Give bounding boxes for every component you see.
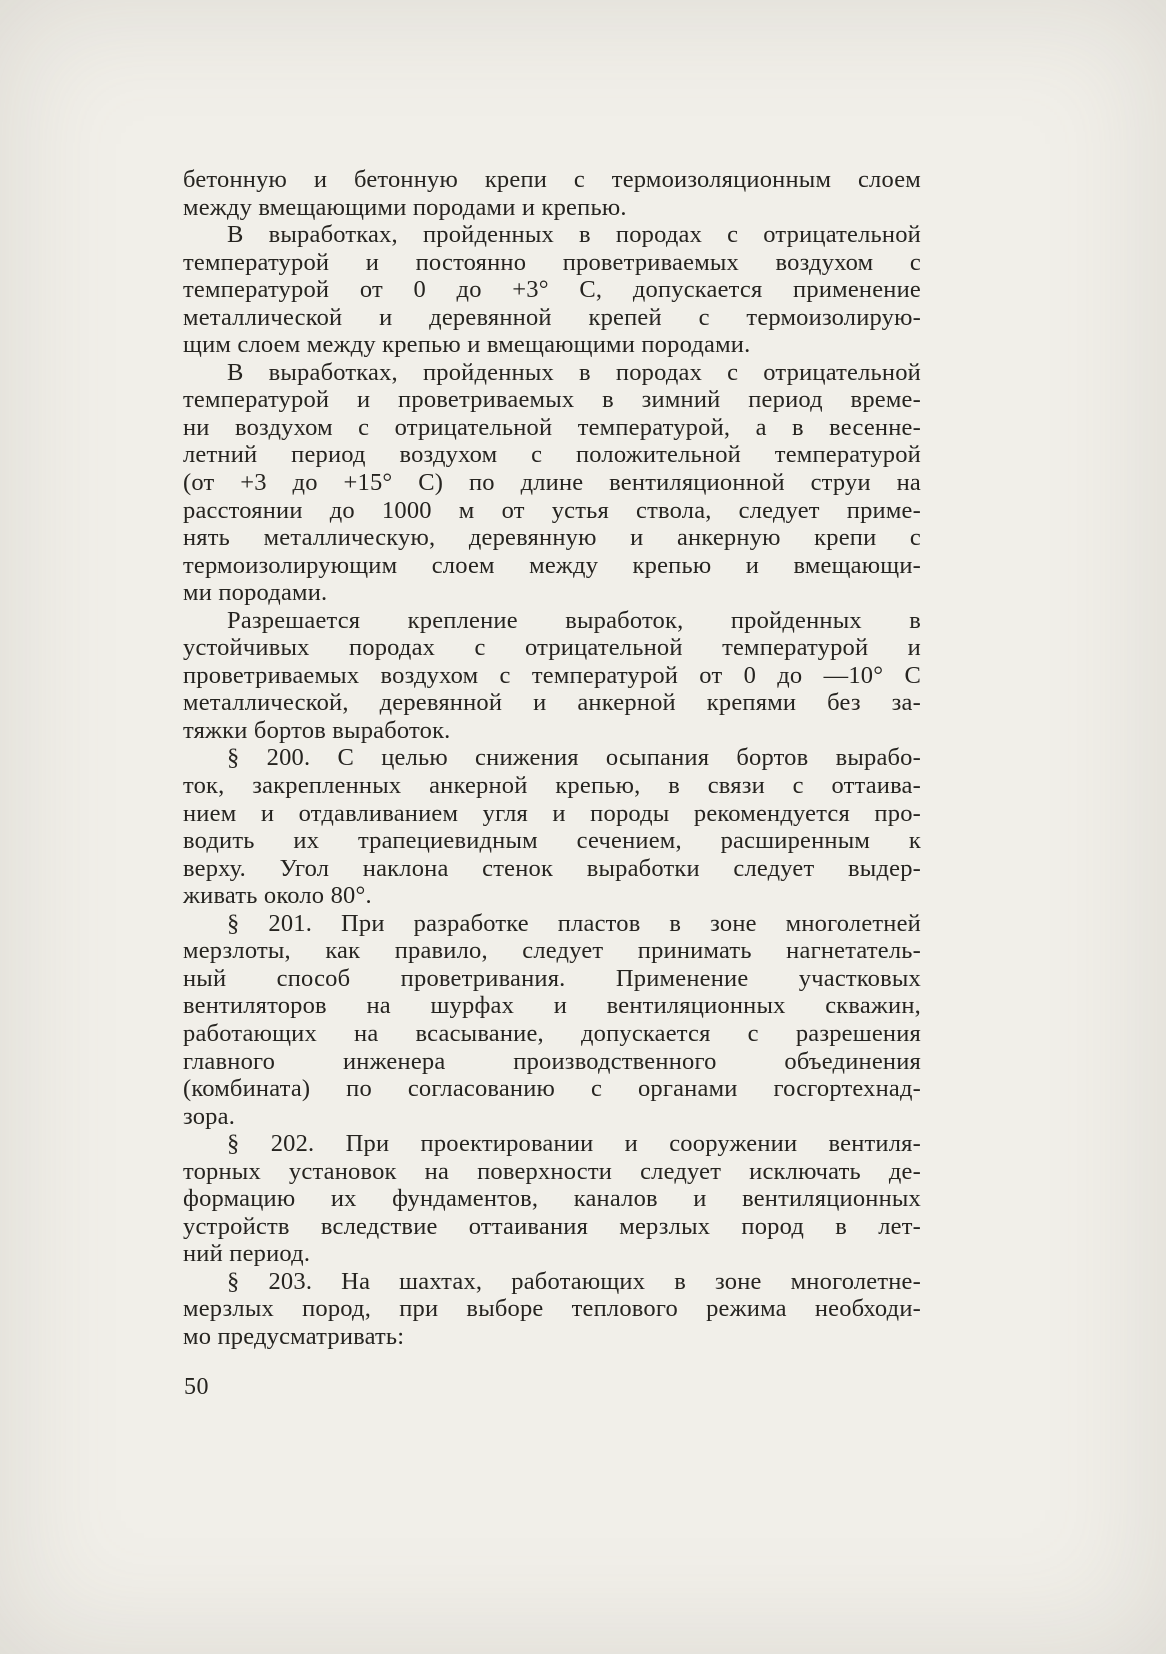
text-line: ток, закрепленных анкерной крепью, в связи с оттаива- xyxy=(183,772,921,800)
text-line: торных установок на поверхности следует исключать де- xyxy=(183,1157,921,1185)
text-line: расстоянии до 1000 м от устья ствола, следует приме- xyxy=(183,496,921,524)
text-line: (комбината) по согласованию с органами госгортехнад- xyxy=(183,1075,921,1103)
text-line: нием и отдавливанием угля и породы рекомендуется про- xyxy=(183,799,921,827)
text-line: § 201. При разработке пластов в зоне многолетней xyxy=(227,909,921,937)
text-line: температурой от 0 до +3° С, допускается применение xyxy=(183,276,921,304)
text-line: (от +3 до +15° С) по длине вентиляционной струи на xyxy=(183,469,921,497)
text-line: § 200. С целью снижения осыпания бортов вырабо- xyxy=(227,744,921,772)
text-line: В выработках, пройденных в породах с отрицательной xyxy=(227,221,921,249)
text-line: проветриваемых воздухом с температурой от 0 до —10° С xyxy=(183,661,921,689)
text-line: металлической, деревянной и анкерной крепями без за- xyxy=(183,689,921,717)
paragraph xyxy=(183,1130,921,1268)
paragraph xyxy=(183,1268,921,1351)
text-line: тяжки бортов выработок. xyxy=(183,716,451,744)
text-line: формацию их фундаментов, каналов и вентиляционных xyxy=(183,1185,921,1213)
text-line: температурой и постоянно проветриваемых воздухом с xyxy=(183,248,921,276)
text-line: между вмещающими породами и крепью. xyxy=(183,193,627,221)
text-line: ный способ проветривания. Применение участковых xyxy=(183,964,921,992)
text-line: зора. xyxy=(183,1102,236,1130)
text-line: ни воздухом с отрицательной температурой, а в весенне- xyxy=(183,413,921,441)
text-line: работающих на всасывание, допускается с разрешения xyxy=(183,1019,921,1047)
text-line: вентиляторов на шурфах и вентиляционных скважин, xyxy=(183,992,921,1020)
text-line: летний период воздухом с положительной температурой xyxy=(183,441,921,469)
text-line: § 203. На шахтах, работающих в зоне многолетне- xyxy=(227,1267,921,1295)
text-line: нять металлическую, деревянную и анкерную крепи с xyxy=(183,524,921,552)
text-line: устойчивых породах с отрицательной температурой и xyxy=(183,634,921,662)
text-line: ний период. xyxy=(183,1240,311,1268)
text-line: мерзлоты, как правило, следует принимать нагнетатель- xyxy=(183,937,921,965)
text-line: водить их трапециевидным сечением, расширенным к xyxy=(183,827,921,855)
text-line: мерзлых пород, при выборе теплового режима необходи- xyxy=(183,1295,921,1323)
body-text xyxy=(183,166,921,1351)
text-line: Разрешается крепление выработок, пройденных в xyxy=(227,606,921,634)
paragraph xyxy=(183,910,921,1130)
text-line: щим слоем между крепью и вмещающими породами. xyxy=(183,331,751,359)
text-line: металлической и деревянной крепей с термоизолирую- xyxy=(183,303,921,331)
text-line: верху. Угол наклона стенок выработки следует выдер- xyxy=(183,854,921,882)
text-line: термоизолирующим слоем между крепью и вмещающи- xyxy=(183,551,921,579)
text-line: температурой и проветриваемых в зимний период време- xyxy=(183,386,921,414)
text-line: устройств вследствие оттаивания мерзлых пород в лет- xyxy=(183,1212,921,1240)
text-line: бетонную и бетонную крепи с термоизоляционным слоем xyxy=(183,166,921,193)
text-line: В выработках, пройденных в породах с отрицательной xyxy=(227,358,921,386)
paragraph xyxy=(183,607,921,745)
page-number: 50 xyxy=(184,1374,209,1400)
paragraph xyxy=(183,744,921,909)
paragraph xyxy=(183,166,921,221)
text-line: мо предусматривать: xyxy=(183,1322,405,1350)
text-line: § 202. При проектировании и сооружении вентиля- xyxy=(227,1130,921,1158)
paragraph xyxy=(183,221,921,359)
text-line: ми породами. xyxy=(183,579,328,607)
text-line: живать около 80°. xyxy=(183,882,372,910)
paragraph xyxy=(183,359,921,607)
text-line: главного инженера производственного объединения xyxy=(183,1047,921,1075)
